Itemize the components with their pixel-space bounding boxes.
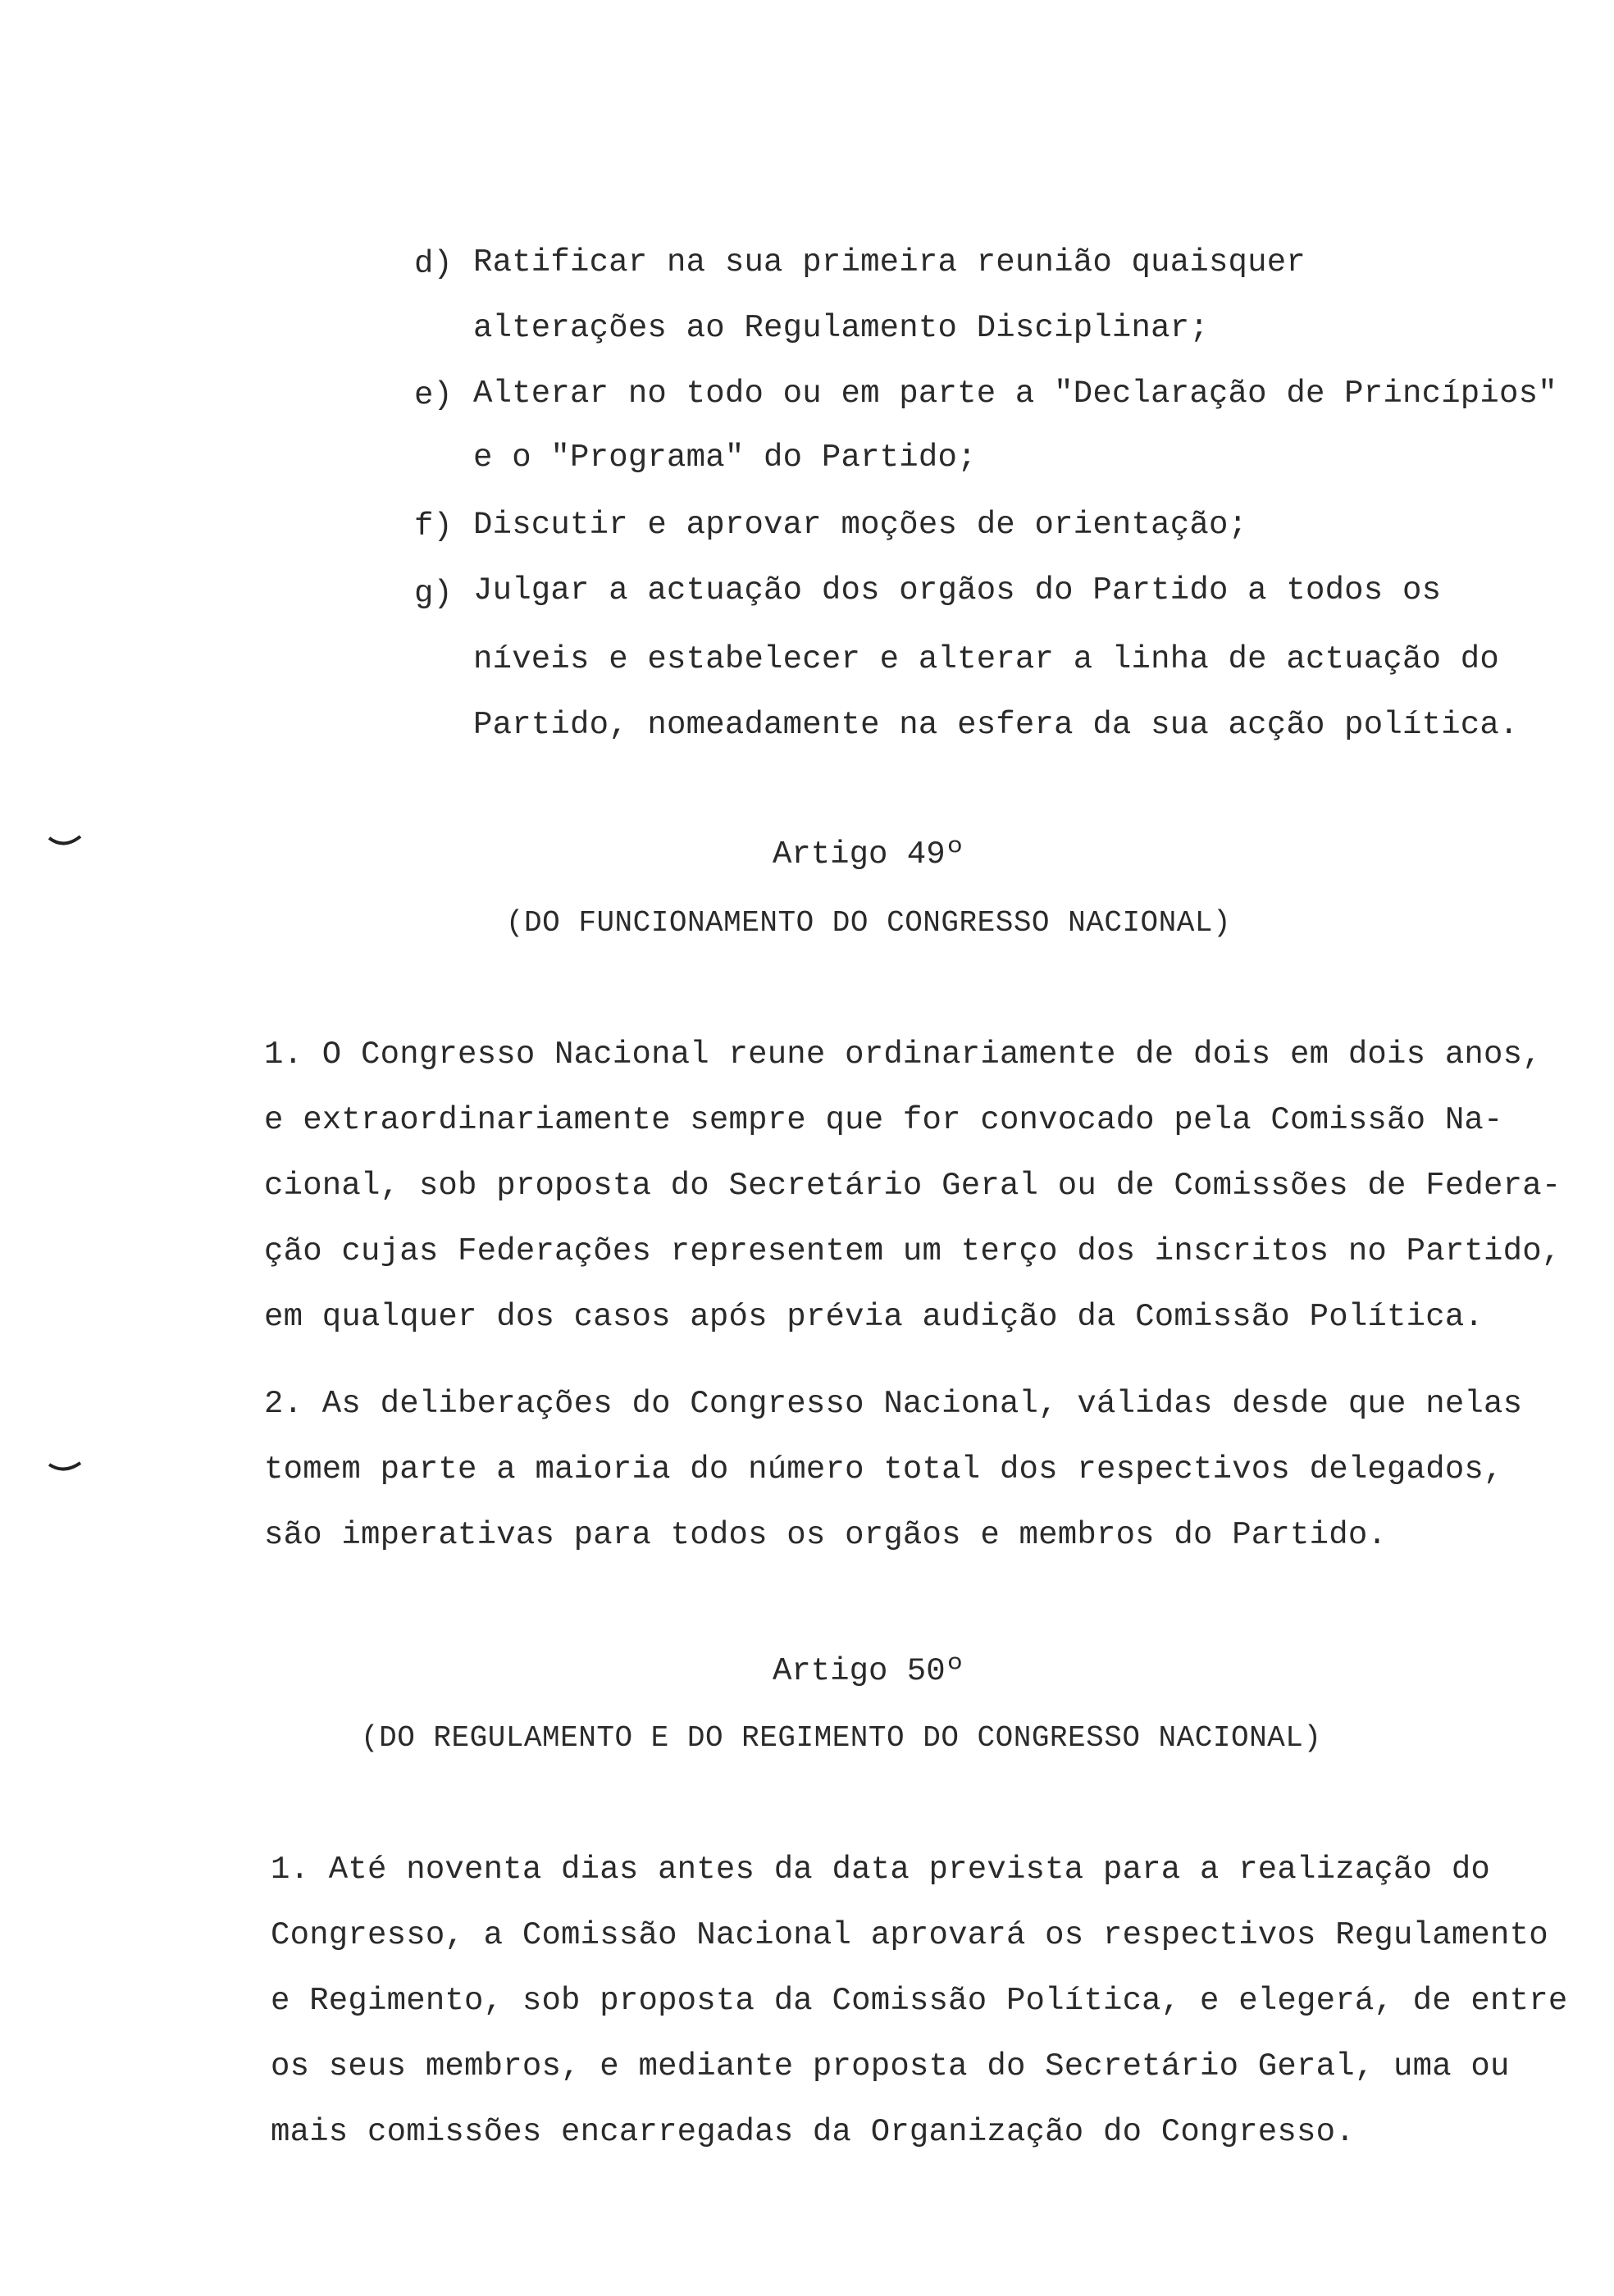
article-subtitle: (DO REGULAMENTO E DO REGIMENTO DO CONGRESSO NACIONAL) [361,1721,1322,1755]
punch-hole-mark-lower [48,1460,84,1478]
list-item-line: Julgar a actuação dos orgãos do Partido a todos os [473,572,1442,608]
list-item-line: níveis e estabelecer e alterar a linha de actuação do [473,641,1500,677]
list-marker: e) [414,377,453,413]
article-heading: Artigo 50º [772,1653,965,1689]
paragraph-line: 1. O Congresso Nacional reune ordinariamente de dois em dois anos, [264,1036,1542,1073]
paragraph-line: ção cujas Federações representem um terço dos inscritos no Partido, [264,1233,1562,1269]
list-item-line: Discutir e aprovar moções de orientação; [473,507,1248,543]
list-item-line: Partido, nomeadamente na esfera da sua acção política. [473,707,1519,743]
paragraph-line: em qualquer dos casos após prévia audição da Comissão Política. [264,1299,1484,1335]
list-item-line: alterações ao Regulamento Disciplinar; [473,310,1209,346]
paragraph-line: cional, sob proposta do Secretário Geral ou de Comissões de Federa- [264,1168,1562,1204]
paragraph-line: e Regimento, sob proposta da Comissão Política, e elegerá, de entre [271,1983,1568,2019]
article-heading: Artigo 49º [772,836,965,872]
list-marker: g) [414,576,453,612]
list-marker: f) [414,508,453,544]
list-item-line: Ratificar na sua primeira reunião quaisquer [473,244,1306,280]
paragraph-line: 1. Até noventa dias antes da data prevista para a realização do [271,1852,1491,1888]
list-item-line: e o "Programa" do Partido; [473,440,977,476]
list-item-line: Alterar no todo ou em parte a "Declaração de Princípios" [473,376,1557,412]
paragraph-line: Congresso, a Comissão Nacional aprovará os respectivos Regulamento [271,1917,1548,1953]
article-subtitle: (DO FUNCIONAMENTO DO CONGRESSO NACIONAL) [505,906,1232,940]
paragraph-line: são imperativas para todos os orgãos e membros do Partido. [264,1517,1388,1553]
paragraph-line: tomem parte a maioria do número total dos respectivos delegados, [264,1451,1503,1487]
paragraph-line: mais comissões encarregadas da Organização do Congresso. [271,2114,1355,2150]
paragraph-line: os seus membros, e mediante proposta do Secretário Geral, uma ou [271,2048,1510,2084]
paragraph-line: e extraordinariamente sempre que for convocado pela Comissão Na- [264,1102,1503,1138]
paragraph-line: 2. As deliberações do Congresso Nacional, válidas desde que nelas [264,1386,1523,1422]
list-marker: d) [414,246,453,282]
